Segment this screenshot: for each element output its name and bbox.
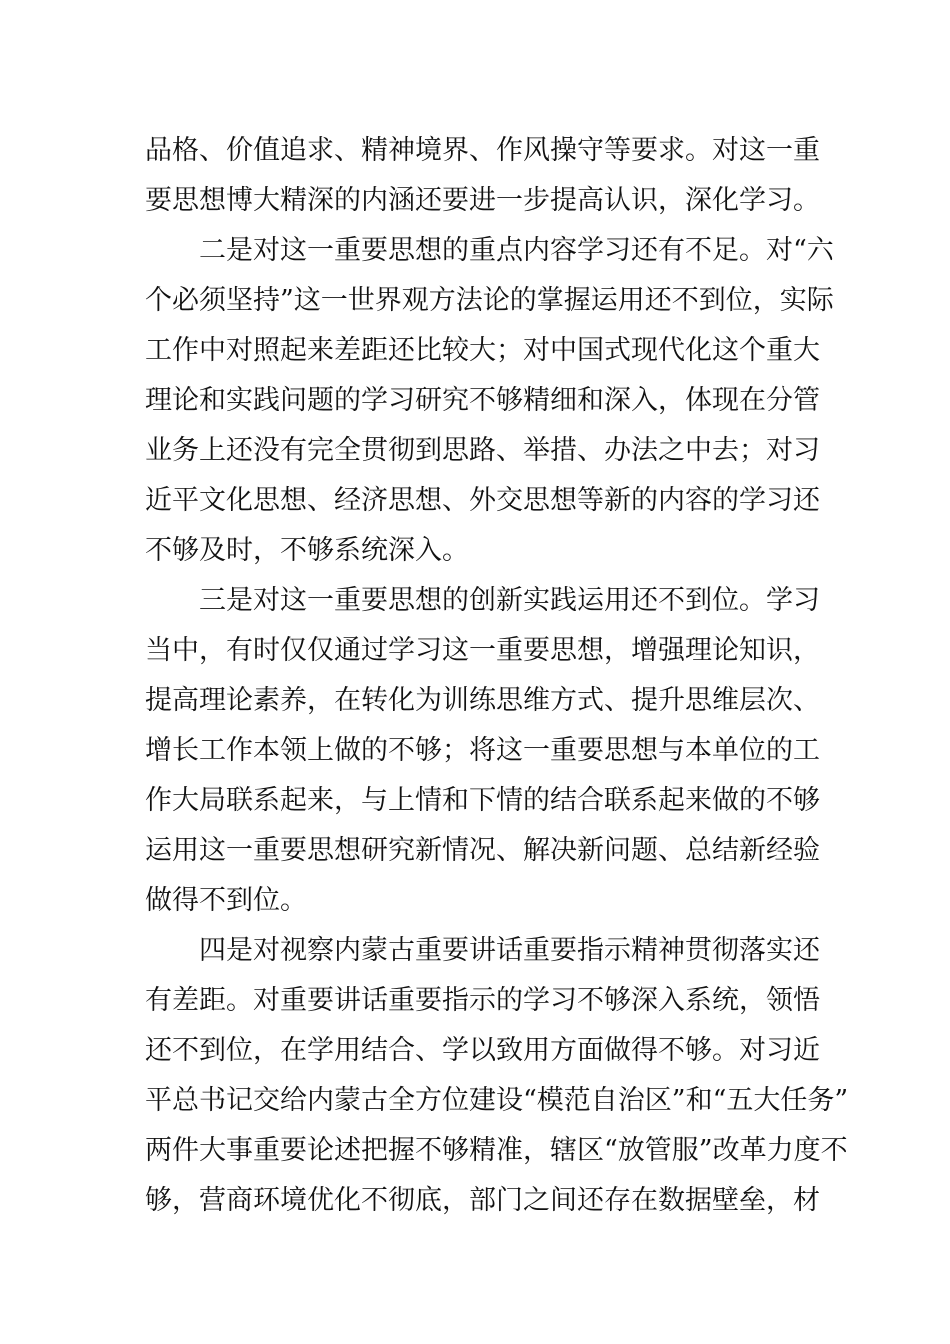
text-line: 有差距。对重要讲话重要指示的学习不够深入系统，领悟 (145, 985, 820, 1016)
text-line: 个必须坚持”这一世界观方法论的掌握运用还不到位，实际 (145, 285, 834, 316)
text-line: 二是对这一重要思想的重点内容学习还有不足。对“六 (199, 235, 834, 266)
text-line: 不够及时，不够系统深入。 (145, 535, 469, 566)
text-line: 做得不到位。 (145, 885, 307, 916)
text-line: 要思想博大精深的内涵还要进一步提高认识，深化学习。 (145, 185, 820, 216)
text-line: 提高理论素养，在转化为训练思维方式、提升思维层次、 (145, 685, 820, 716)
text-line: 够，营商环境优化不彻底，部门之间还存在数据壁垒，材 (145, 1185, 820, 1216)
text-line: 运用这一重要思想研究新情况、解决新问题、总结新经验 (145, 835, 820, 866)
text-line: 近平文化思想、经济思想、外交思想等新的内容的学习还 (145, 485, 820, 516)
text-line: 作大局联系起来，与上情和下情的结合联系起来做的不够 (145, 785, 820, 816)
text-line: 还不到位，在学用结合、学以致用方面做得不够。对习近 (145, 1035, 820, 1066)
text-line: 增长工作本领上做的不够；将这一重要思想与本单位的工 (145, 735, 820, 766)
text-line: 理论和实践问题的学习研究不够精细和深入，体现在分管 (145, 385, 820, 416)
text-line: 工作中对照起来差距还比较大；对中国式现代化这个重大 (145, 335, 820, 366)
text-line: 业务上还没有完全贯彻到思路、举措、办法之中去；对习 (145, 435, 820, 466)
text-line: 两件大事重要论述把握不够精准，辖区“放管服”改革力度不 (145, 1135, 848, 1166)
text-line: 三是对这一重要思想的创新实践运用还不到位。学习 (199, 585, 820, 616)
text-line: 品格、价值追求、精神境界、作风操守等要求。对这一重 (145, 135, 820, 166)
body-text (145, 126, 849, 1226)
text-line: 平总书记交给内蒙古全方位建设“模范自治区”和“五大任务” (145, 1085, 849, 1116)
text-line: 当中，有时仅仅通过学习这一重要思想，增强理论知识， (145, 635, 820, 666)
text-line: 四是对视察内蒙古重要讲话重要指示精神贯彻落实还 (199, 935, 820, 966)
